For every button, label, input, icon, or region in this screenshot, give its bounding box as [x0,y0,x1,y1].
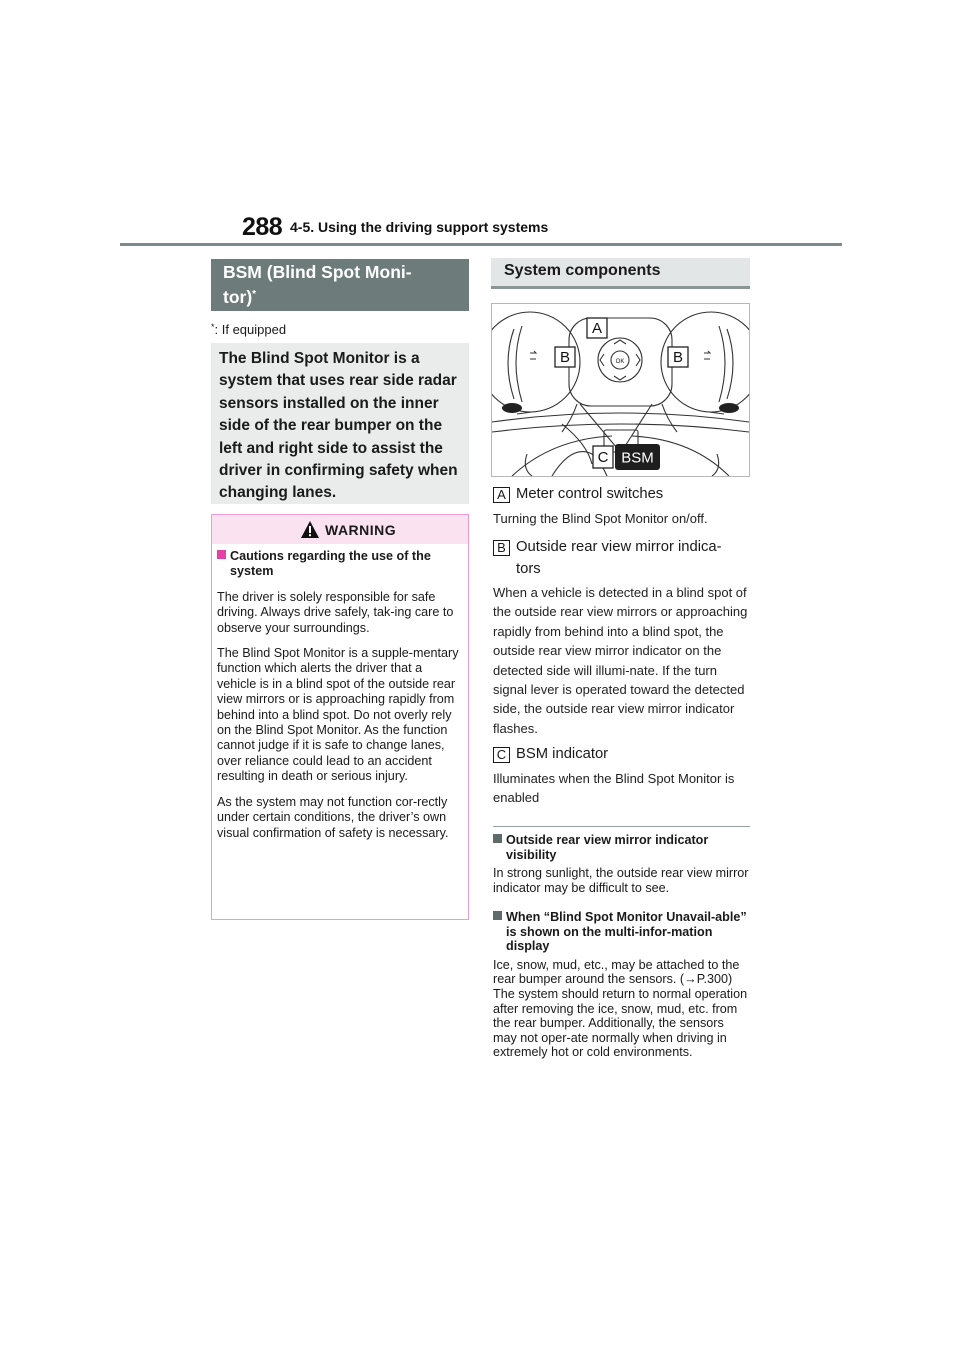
component-b-title-line1: Outside rear view mirror indica- [516,539,722,555]
square-bullet-icon [217,550,226,559]
note-1-heading-text: Outside rear view mirror indicator visibility [506,833,709,862]
note-1-heading [493,833,750,862]
component-c-desc: Illuminates when the Blind Spot Monitor is enabled [493,771,735,806]
system-components-heading [491,258,750,289]
page-number: 288 [242,213,283,241]
component-b-desc: When a vehicle is detected in a blind spot of the outside rear view mirrors or approaching rapidly from behind into a blind spot, the outside rear view mirror indicator on the detected side will illumi-nate. If the turn signal lever is operated toward the detected side, the outside rear view mirror indicator flashes. [493,585,748,736]
footnote-marker: * [252,289,257,300]
warning-paragraph-3: As the system may not function cor-rectly under certain conditions, the driver’s own visual confirmation of safety is necessary. [217,794,449,840]
component-a-key: A [493,487,510,503]
figure-label-a: A [591,320,603,337]
bsm-heading [211,259,469,311]
bsm-heading-line2-text: tor) [223,287,253,307]
note-2-heading-text: When “Blind Spot Monitor Unavail-able” is shown on the multi-infor-mation display [506,910,747,954]
component-a-desc: Turning the Blind Spot Monitor on/off. [493,511,708,526]
equipped-note [211,322,286,337]
figure-label-b-right: B [672,349,684,366]
bsm-badge: BSM [621,449,654,467]
notes-divider [493,826,750,827]
dashboard-illustration [492,304,749,476]
warning-subheading-text: Cautions regarding the use of the system [230,549,431,579]
note-1 [493,833,750,895]
warning-header [212,515,468,544]
dashboard-figure [491,303,750,477]
component-c-title: BSM indicator [516,746,609,762]
warning-triangle-icon [300,520,320,539]
component-a-title: Meter control switches [516,486,664,502]
component-b [493,536,722,580]
intro-box: The Blind Spot Monitor is a system that uses rear side radar sensors installed on the inner side of the rear bumper on the left and right side to assist the driver in confirming safety when changing lanes. [211,343,469,504]
component-c [493,746,608,763]
note-2 [493,910,750,1060]
component-b-key: B [493,540,510,556]
note-2-body: Ice, snow, mud, etc., may be attached to the rear bumper around the sensors. (→P.300) The system should return to normal operation after removing the ice, snow, mud, etc. from the rear bumper. Additionally, the sensors may not oper-ate normally when driving in extremely hot or cold environments. [493,957,748,1060]
equipped-text: : If equipped [214,322,287,337]
component-b-title-line2: tors [516,561,541,577]
bsm-heading-line2 [223,285,256,310]
figure-label-b-left: B [559,349,571,366]
bsm-heading-line1: BSM (Blind Spot Moni- [223,262,412,282]
ok-button-label: OK [615,359,625,365]
figure-label-c: C [597,449,609,466]
warning-paragraph-1: The driver is solely responsible for safe driving. Always drive safely, tak-ing care to observe your surroundings. [217,589,454,635]
warning-box [211,514,469,920]
equipped-marker: * [211,322,215,332]
warning-subheading [230,549,461,580]
square-bullet-icon [493,834,502,843]
square-bullet-icon [493,911,502,920]
section-title: 4-5. Using the driving support systems [290,219,549,235]
warning-paragraph-2: The Blind Spot Monitor is a supple-mentary function which alerts the driver that a vehicle is in a blind spot of the outside rear view mirrors or is approaching rapidly from behind into a blind spot. Do not overly rely on the Blind Spot Monitor. As the function cannot judge if it is safe to change lanes, over reliance could lead to an accident resulting in death or serious injury. [217,646,459,784]
note-2-heading [493,910,750,954]
component-c-key: C [493,747,510,763]
warning-title: WARNING [325,522,397,538]
note-1-body: In strong sunlight, the outside rear view mirror indicator may be difficult to see. [493,866,749,895]
header-rule [120,243,842,246]
warning-body [217,549,461,851]
system-components-title: System components [504,262,661,279]
component-a [493,486,663,503]
